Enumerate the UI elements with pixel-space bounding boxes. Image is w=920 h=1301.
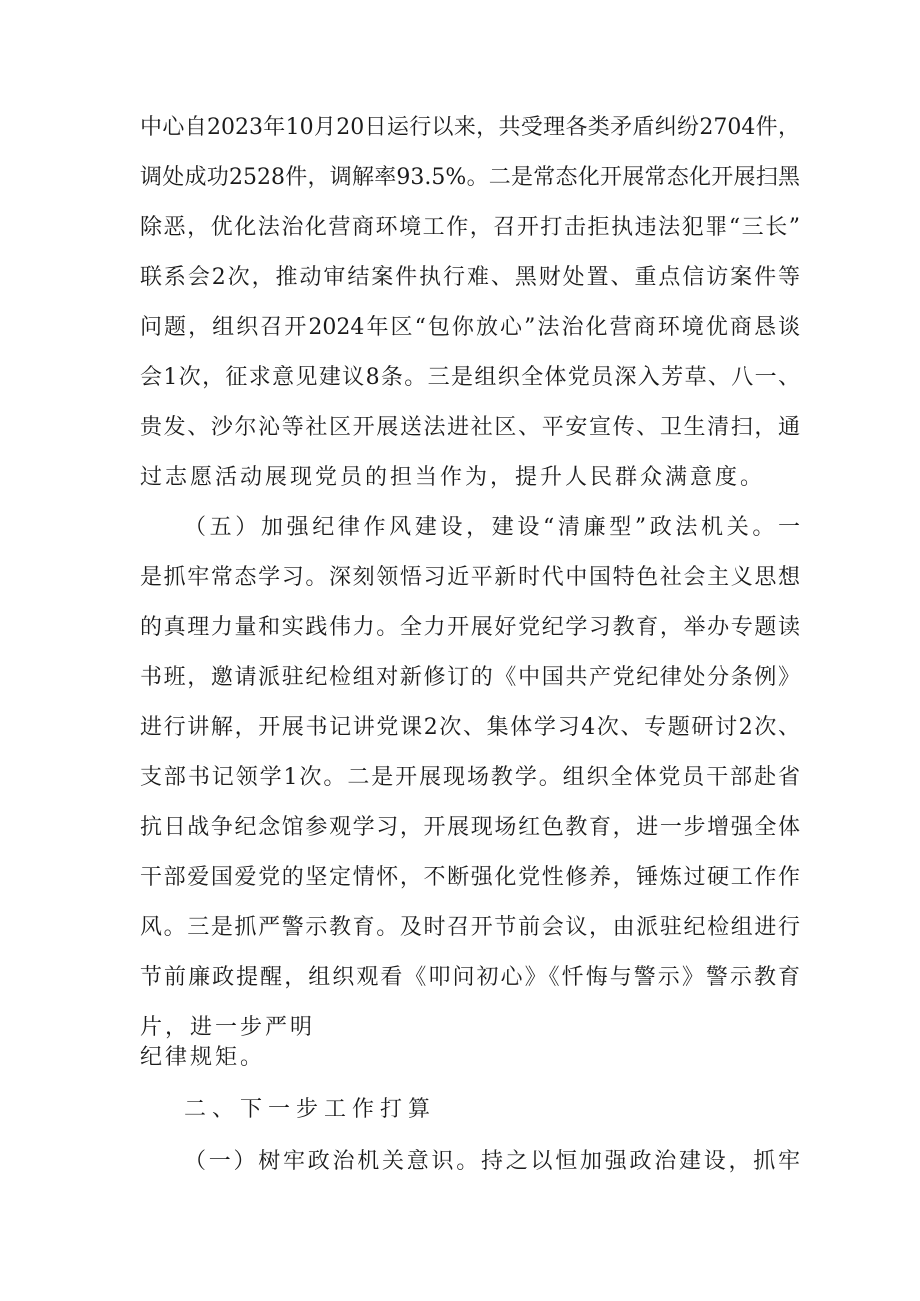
paragraph-line: 是抓牢常态学习。深刻领悟习近平新时代中国特色社会主义思想 <box>140 565 800 590</box>
paragraph-line: 风。三是抓严警示教育。及时召开节前会议，由派驻纪检组进行 <box>140 915 800 940</box>
paragraph-line: 支部书记领学1次。二是开展现场教学。组织全体党员干部赴省 <box>140 765 800 790</box>
paragraph-line: 抗日战争纪念馆参观学习，开展现场红色教育，进一步增强全体 <box>140 815 800 840</box>
paragraph-line: 的真理力量和实践伟力。全力开展好党纪学习教育，举办专题读 <box>140 615 800 640</box>
paragraph-line: 会1次，征求意见建议8条。三是组织全体党员深入芳草、八一、 <box>140 365 800 390</box>
paragraph-first-line: （五）加强纪律作风建设，建设“清廉型”政法机关。一 <box>184 515 800 540</box>
paragraph-line: 除恶，优化法治化营商环境工作，召开打击拒执违法犯罪“三长” <box>140 215 800 240</box>
paragraph-line: 贵发、沙尔沁等社区开展送法进社区、平安宣传、卫生清扫，通 <box>140 415 800 440</box>
paragraph-line: 联系会2次，推动审结案件执行难、黑财处置、重点信访案件等 <box>140 265 800 290</box>
paragraph-line: 进行讲解，开展书记讲党课2次、集体学习4次、专题研讨2次、 <box>140 715 800 740</box>
paragraph-line: 纪律规矩。 <box>140 1045 266 1070</box>
paragraph-line: 片，进一步严明 <box>140 1015 316 1040</box>
section-heading: 二、下一步工作打算 <box>184 1097 437 1122</box>
paragraph-line: 中心自2023年10月20日运行以来，共受理各类矛盾纠纷2704件， <box>140 115 800 140</box>
paragraph-line: 调处成功2528件，调解率93.5%。二是常态化开展常态化开展扫黑 <box>140 165 800 190</box>
paragraph-line: 问题，组织召开2024年区“包你放心”法治化营商环境优商恳谈 <box>140 315 800 340</box>
paragraph-line: 过志愿活动展现党员的担当作为，提升人民群众满意度。 <box>140 465 766 490</box>
paragraph-first-line: （一）树牢政治机关意识。持之以恒加强政治建设，抓牢 <box>184 1149 800 1174</box>
paragraph-line: 书班，邀请派驻纪检组对新修订的《中国共产党纪律处分条例》 <box>140 665 800 690</box>
paragraph-line: 节前廉政提醒，组织观看《叩问初心》《忏悔与警示》警示教育 <box>140 965 800 990</box>
paragraph-line: 干部爱国爱党的坚定情怀，不断强化党性修养，锤炼过硬工作作 <box>140 865 800 890</box>
